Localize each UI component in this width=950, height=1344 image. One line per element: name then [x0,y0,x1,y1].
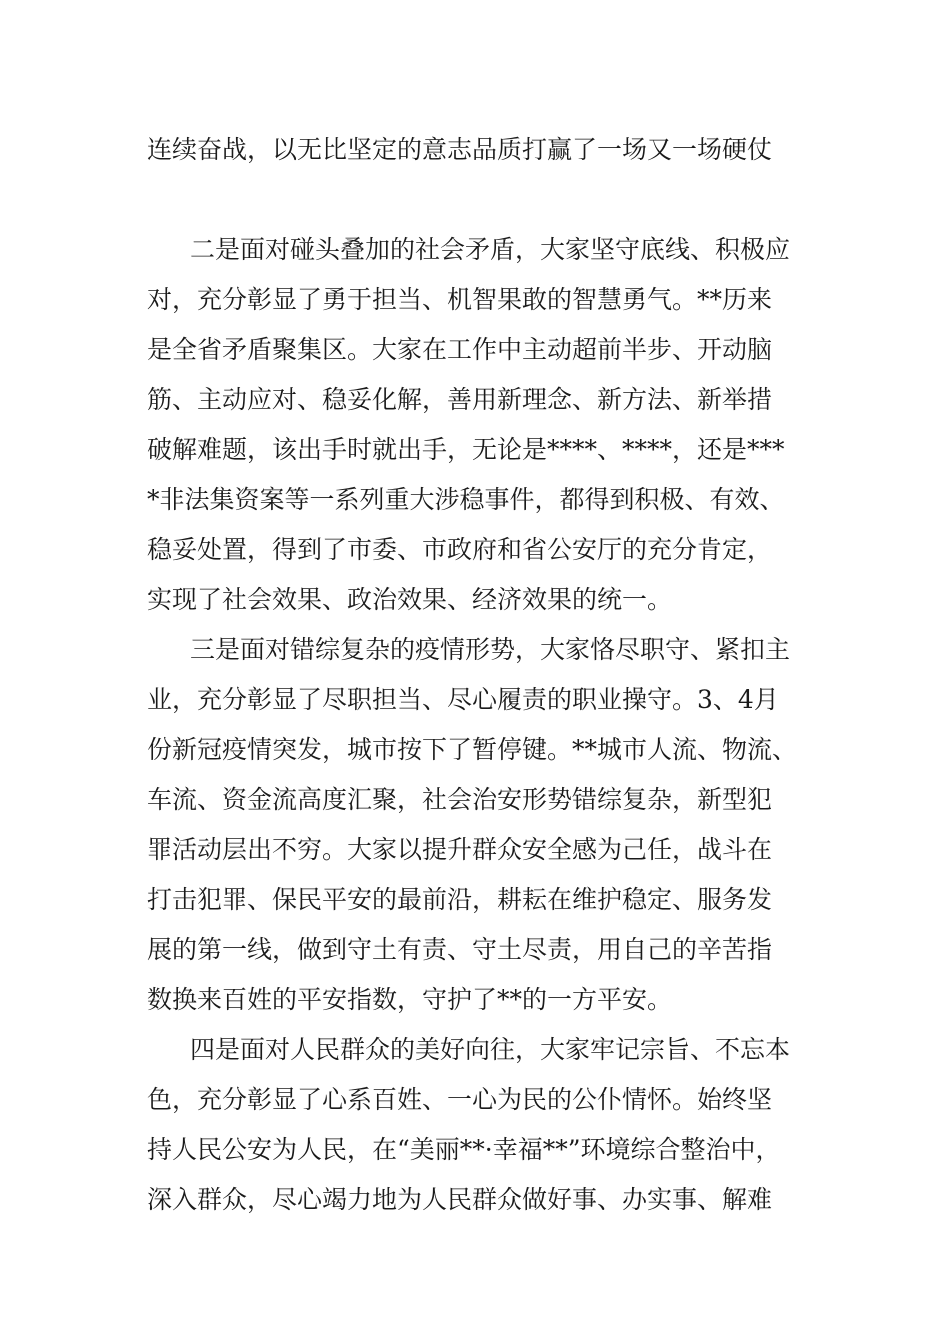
text-line: *非法集资案等一系列重大涉稳事件，都得到积极、有效、 [147,485,785,514]
text-line: 是全省矛盾聚集区。大家在工作中主动超前半步、开动脑 [147,335,773,364]
text-line: 持人民公安为人民，在“美丽**·幸福**”环境综合整治中， [147,1135,781,1164]
text-line: 罪活动层出不穷。大家以提升群众安全感为己任，战斗在 [147,835,773,864]
text-line: 展的第一线，做到守土有责、守土尽责，用自己的辛苦指 [147,935,773,964]
paragraph-2-line: 二是面对碰头叠加的社会矛盾，大家坚守底线、积极应 [190,235,791,264]
text-line: 深入群众，尽心竭力地为人民群众做好事、办实事、解难 [147,1185,773,1214]
text-line: 连续奋战，以无比坚定的意志品质打赢了一场又一场硬仗 [147,135,773,164]
text-line: 破解难题，该出手时就出手，无论是****、****，还是*** [147,435,785,464]
paragraph-3-line: 三是面对错综复杂的疫情形势，大家恪尽职守、紧扣主 [190,635,791,664]
text-line: 实现了社会效果、政治效果、经济效果的统一。 [147,585,673,614]
text-line: 车流、资金流高度汇聚，社会治安形势错综复杂，新型犯 [147,785,773,814]
text-line: 稳妥处置，得到了市委、市政府和省公安厅的充分肯定， [147,535,773,564]
text-line: 份新冠疫情突发，城市按下了暂停键。**城市人流、物流、 [147,735,798,764]
paragraph-4-line: 四是面对人民群众的美好向往，大家牢记宗旨、不忘本 [190,1035,791,1064]
text-line: 打击犯罪、保民平安的最前沿，耕耘在维护稳定、服务发 [147,885,773,914]
text-line: 数换来百姓的平安指数，守护了**的一方平安。 [147,985,673,1014]
text-line: 对，充分彰显了勇于担当、机智果敢的智慧勇气。**历来 [147,285,773,314]
text-line: 业，充分彰显了尽职担当、尽心履责的职业操守。3、4月 [147,685,779,714]
text-line: 色，充分彰显了心系百姓、一心为民的公仆情怀。始终坚 [147,1085,773,1114]
text-line: 筋、主动应对、稳妥化解，善用新理念、新方法、新举措 [147,385,773,414]
